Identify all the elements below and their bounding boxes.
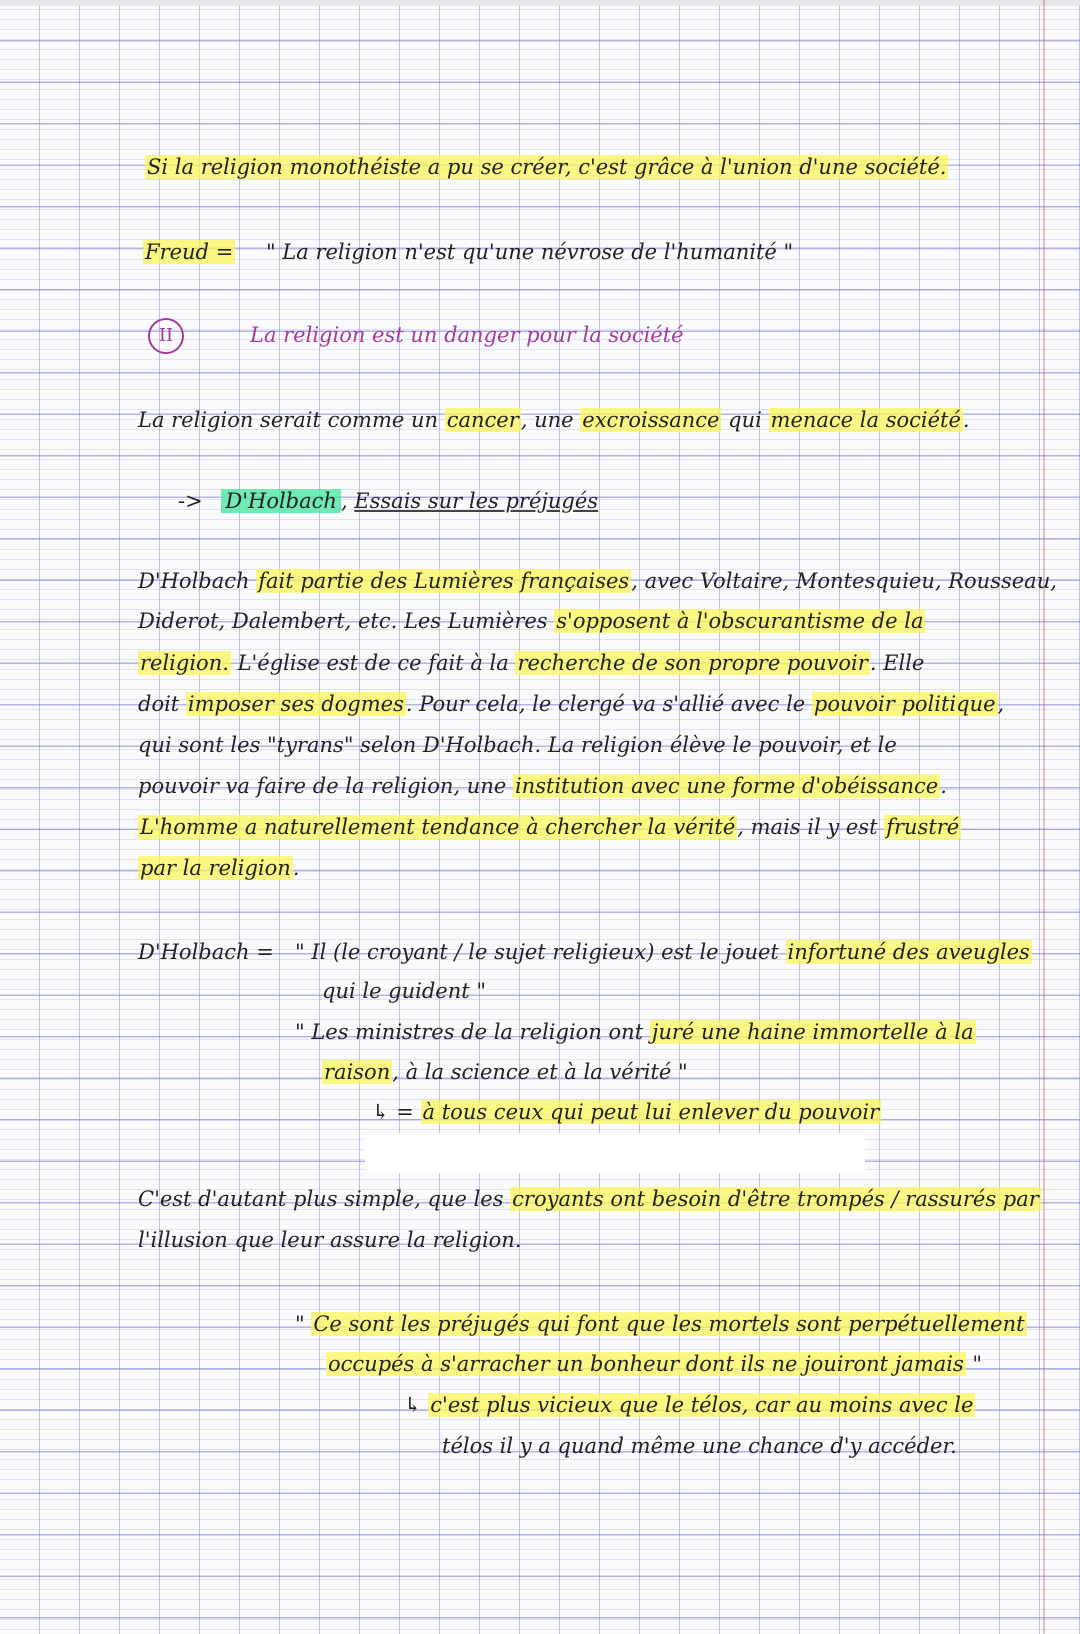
note-text: Si la religion monothéiste a pu se créer, c'est grâce à l'union d'une société. [147, 155, 947, 179]
note-text: ↳ = [372, 1100, 421, 1124]
highlight: fait partie des Lumières françaises [258, 569, 630, 593]
holbach-heading [178, 486, 598, 516]
highlight: par la religion [140, 856, 291, 880]
paragraph-line-3 [138, 648, 924, 678]
margin-line [1043, 0, 1045, 1634]
highlight: c'est plus vicieux que le télos, car au moins avec le [430, 1393, 974, 1417]
highlight: frustré [886, 815, 960, 839]
note-text: . [940, 774, 947, 798]
highlight: à tous ceux qui peut lui enlever du pouvoir [422, 1100, 880, 1124]
quote-line-1 [295, 937, 1032, 967]
highlight: pouvoir politique [813, 692, 996, 716]
quote-label: D'Holbach = [138, 940, 274, 964]
note-text: . Pour cela, le clergé va s'allié avec le [405, 692, 812, 716]
note-text: , une [520, 408, 581, 432]
paragraph-line-4 [138, 689, 1004, 719]
quote-line-7 [326, 1349, 982, 1379]
note-text: " Les ministres de la religion ont [295, 1020, 650, 1044]
quote-line-5 [372, 1097, 881, 1127]
note-text: , avec Voltaire, Montesquieu, Rousseau, [631, 569, 1057, 593]
note-text: " Il (le croyant / le sujet religieux) est le jouet [295, 940, 786, 964]
note-text: qui [721, 408, 769, 432]
freud-label: Freud = [145, 240, 234, 264]
paragraph-line-1 [138, 566, 1057, 596]
paragraph-line-10 [138, 1225, 522, 1255]
erased-area [365, 1133, 865, 1173]
quote-line-6 [295, 1309, 1027, 1339]
note-text: qui sont les "tyrans" selon D'Holbach. La religion élève le pouvoir, et le [138, 733, 897, 757]
quote-line-9: télos il y a quand même une chance d'y accéder. [442, 1434, 957, 1458]
work-title: Essais sur les préjugés [354, 489, 599, 513]
highlight: croyants ont besoin d'être trompés / rassurés par [512, 1187, 1039, 1211]
note-text: , [340, 489, 355, 513]
quote-line-2: qui le guident " [322, 979, 487, 1003]
highlight-menace: menace la société [770, 408, 961, 432]
note-text: . [962, 408, 970, 432]
quote-line-8 [404, 1390, 975, 1420]
highlight: recherche de son propre pouvoir [517, 651, 868, 675]
paragraph-line-7 [138, 812, 961, 842]
paragraph-line-5 [138, 730, 897, 760]
freud-quote: " La religion n'est qu'une névrose de l'humanité " [265, 240, 794, 264]
paragraph-line-9 [138, 1184, 1041, 1214]
note-text: ↳ [404, 1393, 429, 1417]
quote-line-3 [295, 1017, 976, 1047]
note-text: L'église est de ce fait à la [230, 651, 516, 675]
highlight: religion. [140, 651, 229, 675]
note-text: , à la science et à la vérité " [392, 1060, 688, 1084]
note-text: . [292, 856, 300, 880]
highlight: juré une haine immortelle à la [651, 1020, 974, 1044]
note-text: pouvoir va faire de la religion, une [138, 774, 513, 798]
quote-line-4 [322, 1057, 688, 1087]
highlight: L'homme a naturellement tendance à chercher la vérité [140, 815, 736, 839]
paragraph-line-8 [138, 853, 300, 883]
note-text: , [997, 692, 1005, 716]
highlight: s'opposent à l'obscurantisme de la [556, 609, 924, 633]
note-text: , mais il y est [737, 815, 885, 839]
note-text: " [965, 1352, 983, 1376]
note-line-1 [145, 152, 948, 182]
highlight-excroissance: excroissance [582, 408, 720, 432]
note-text: . Elle [869, 651, 925, 675]
highlight: Ce sont les préjugés qui font que les mortels sont perpétuellement [313, 1312, 1025, 1336]
note-text: La religion serait comme un [138, 408, 445, 432]
highlight: occupés à s'arracher un bonheur dont ils ne jouiront jamais [328, 1352, 964, 1376]
highlight-cancer: cancer [446, 408, 519, 432]
paragraph-line-2 [138, 606, 925, 636]
note-text: D'Holbach [138, 569, 257, 593]
note-text: " [295, 1312, 312, 1336]
note-text: . [514, 1228, 522, 1252]
paragraph-line-6 [138, 771, 947, 801]
note-text: doit [138, 692, 186, 716]
highlight: imposer ses dogmes [187, 692, 404, 716]
highlight: infortuné des aveugles [787, 940, 1030, 964]
note-text: Diderot, Dalembert, etc. Les Lumières [138, 609, 555, 633]
author-name: D'Holbach [221, 489, 341, 513]
note-text: l'illusion que leur assure la religion [138, 1228, 515, 1252]
highlight: institution avec une forme d'obéissance [514, 774, 939, 798]
highlight: raison [324, 1060, 391, 1084]
page-top-edge [0, 0, 1080, 6]
section-number-circle: II [148, 318, 184, 354]
note-text: C'est d'autant plus simple, que les [138, 1187, 511, 1211]
section-title: La religion est un danger pour la société [250, 323, 684, 347]
cancer-line [138, 405, 970, 435]
arrow: -> [178, 489, 203, 513]
freud-line [143, 237, 793, 267]
